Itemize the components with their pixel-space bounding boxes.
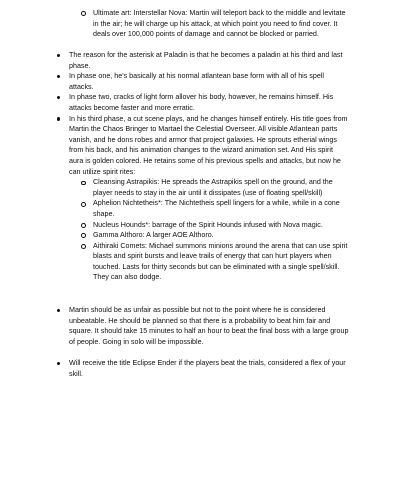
phase-one-item: In phase one, he's basically at his normal atlantean base form with all of his spell attacks. <box>0 71 409 92</box>
spirit-rite-aphelion-nichtetheis: Aphelion Nichtetheis*: The Nichtetheis spell lingers for a while, while in a cone shape. <box>93 198 349 219</box>
spirit-rites-list <box>69 177 349 283</box>
spirit-rite-aithiraki-comets: Aithiraki Comets: Michael summons minions around the arena that can use spirit blasts and spirit bursts and leave trails of energy that can hurt players when touched. Lasts for thirty seconds but can be eliminated with a single spell/skill. They can also dodge. <box>93 241 348 282</box>
title-note-item: Will receive the title Eclipse Ender if the players beat the trials, considered a flex of your skill. <box>0 358 409 379</box>
title-list <box>0 358 409 379</box>
spirit-rite-cleansing-astrapikis: Cleansing Astrapikis: He spreads the Astrapikis spell on the ground, and the player needs to stay in the air until it dissipates (use of floating spell/skill) <box>93 177 349 198</box>
phase-three-text: In his third phase, a cut scene plays, and he changes himself entirely. His title goes from Martin the Chaos Bringer to Martael the Celestial Overseer. All visible Atlantean parts vanish, and he dons robes and armor that project galaxies. He sprouts etherial wings from his back, and his animation changes to the wizard animation set. And His spirit aura is golden colored. He retains some of his previous spells and attacks, but now he can utilize spirit rites: <box>69 114 348 176</box>
phase-two-item: In phase two, cracks of light form allover his body, however, he remains himself. His attacks become faster and more erratic. <box>0 92 409 113</box>
balance-list <box>0 305 409 347</box>
phase-three-item <box>0 114 409 284</box>
asterisk-note-item: The reason for the asterisk at Paladin is that he becomes a paladin at his third and last phase. <box>0 50 409 71</box>
spirit-rite-nucleus-hounds: Nucleus Hounds*: barrage of the Spirit Hounds infused with Nova magic. <box>93 220 349 231</box>
spirit-rite-gamma-althoro: Gamma Althoro: A larger AOE Althoro. <box>93 230 349 241</box>
balance-note-item: Martin should be as unfair as possible but not to the point where he is considered unbeatable. He should be planned so that there is a probability to beat him fair and square. It should take 15 minutes to half an hour to beat the final boss with a large group of people. Going in solo will be impossible. <box>0 305 409 347</box>
ultimate-art-list <box>93 8 351 40</box>
ultimate-art-item: Ultimate art: Interstellar Nova: Martin will teleport back to the middle and levitate in the air; he will charge up his attack, at which point you need to find cover. It deals over 100,000 points of damage and cannot be blocked or parried. <box>93 8 351 40</box>
phase-bullet-list <box>0 50 409 283</box>
